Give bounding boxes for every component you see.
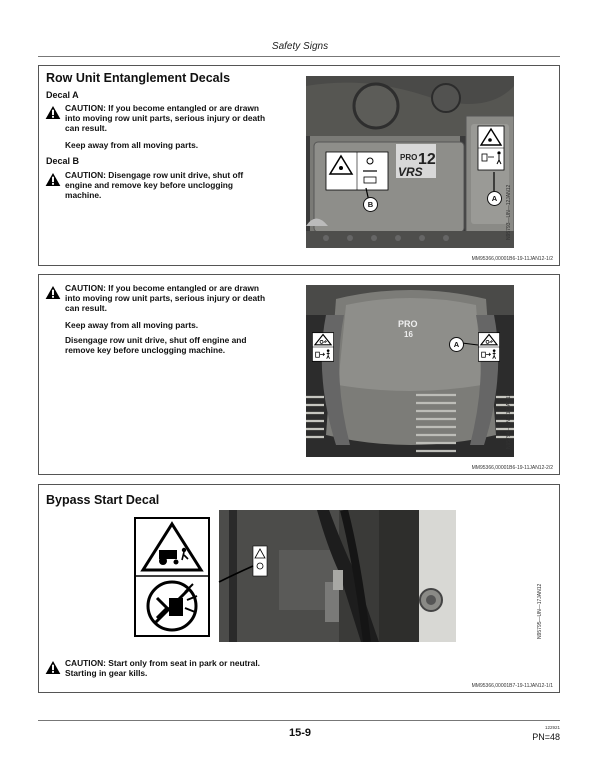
caution-line: CAUTION: If you become entangled or are drawn: [65, 103, 260, 113]
bypass-start-decal-closeup: [129, 510, 216, 642]
decal-text-pro: PRO: [400, 153, 418, 162]
section-reference-code: MM95366,00001B7-19-11JAN12-1/1: [471, 683, 553, 689]
caution-line: engine and remove key before unclogging: [65, 180, 233, 190]
photo-reference-code: N95793—UN—12JAN12: [506, 184, 512, 240]
caution-triangle-icon: [45, 285, 61, 300]
decal-text-pro: PRO: [398, 319, 418, 329]
caution-triangle-icon: [45, 660, 61, 675]
footer-code: 122921: [544, 725, 560, 730]
section-reference-code: MM95366,00001B6-19-11JAN12-1/2: [471, 256, 553, 262]
decal-a-label: Decal A: [46, 90, 79, 100]
instruction-line: remove key before unclogging machine.: [65, 345, 226, 355]
keep-away-text: Keep away from all moving parts.: [65, 320, 199, 330]
photo-reference-code: N95795—UN—17JAN12: [537, 583, 543, 639]
page-number: 15-9: [288, 727, 312, 739]
bypass-start-section: [38, 484, 560, 693]
decal-text-vrs: VRS: [398, 165, 423, 179]
caution-triangle-icon: [45, 105, 61, 120]
caution-line: into moving row unit parts, serious injury or death: [65, 293, 266, 303]
callout-a: A: [449, 337, 464, 352]
page-header-title: Safety Signs: [271, 41, 329, 52]
row-unit-entanglement-section: [38, 65, 560, 266]
caution-line: can result.: [65, 123, 107, 133]
decal-b-label: Decal B: [46, 156, 80, 166]
section-reference-code: MM95366,00001B6-19-11JAN12-2/2: [471, 465, 553, 471]
photo-reference-code: N95794—UN—12JAN12: [506, 393, 512, 449]
caution-triangle-icon: [45, 172, 61, 187]
footer-divider: [38, 720, 560, 721]
row-unit-front-photo: [306, 285, 514, 457]
keep-away-text: Keep away from all moving parts.: [65, 140, 199, 150]
row-unit-decals-photo: [306, 76, 514, 248]
callout-b: B: [363, 197, 378, 212]
row-unit-entanglement-continued-section: [38, 274, 560, 475]
caution-line: into moving row unit parts, serious injury or death: [65, 113, 266, 123]
decal-text-number: 16: [404, 330, 413, 339]
caution-line: CAUTION: Disengage row unit drive, shut off: [65, 170, 244, 180]
bypass-start-icon: [148, 582, 197, 630]
caution-line: CAUTION: Start only from seat in park or neutral.: [65, 658, 260, 668]
instruction-line: Disengage row unit drive, shut off engine and: [65, 335, 247, 345]
section-title: Bypass Start Decal: [46, 493, 160, 507]
footer-pn: PN=48: [532, 732, 560, 742]
caution-line: Starting in gear kills.: [65, 668, 148, 678]
header-divider: [38, 56, 560, 57]
decal-text-number: 12: [418, 151, 436, 168]
caution-line: CAUTION: If you become entangled or are drawn: [65, 283, 260, 293]
disengage-instructions: [65, 335, 310, 355]
section-title: Row Unit Entanglement Decals: [46, 71, 231, 85]
caution-line: machine.: [65, 190, 102, 200]
caution-line: can result.: [65, 303, 107, 313]
callout-a: A: [487, 191, 502, 206]
